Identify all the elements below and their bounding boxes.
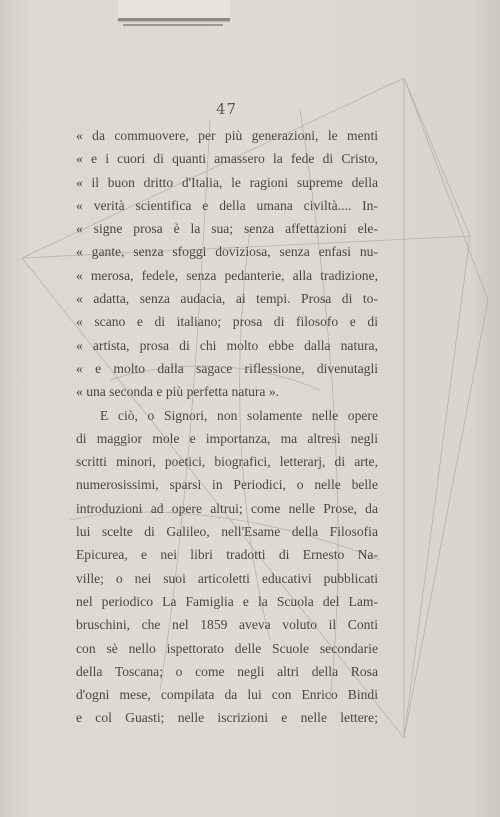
text-line: Epicurea, e nei libri tradotti di Ernesto Na-	[76, 547, 378, 563]
text-line: « verità scientifica e della umana civiltà.... In-	[76, 197, 378, 213]
text-line: lui scelte di Galileo, nell'Esame della Filosofia	[76, 524, 378, 540]
text-line: d'ogni mese, compilata da lui con Enrico Bindi	[76, 687, 378, 703]
text-line: introduzioni ad opere altrui; come nelle Prose, da	[76, 500, 378, 516]
text-line: « adatta, senza audacia, ai tempi. Prosa di to-	[76, 291, 378, 307]
text-line: « da commuovere, per più generazioni, le menti	[76, 128, 378, 143]
text-line: numerosissimi, sparsi in Periodici, o nelle belle	[76, 477, 378, 493]
text-line: « artista, prosa di chi molto ebbe dalla natura,	[76, 337, 378, 353]
text-line: di maggior mole e importanza, ma altresì negli	[76, 430, 378, 446]
text-line: « scano e di italiano; prosa di filosofo e di	[76, 314, 378, 330]
text-line: nel periodico La Famiglia e la Scuola del Lam-	[76, 593, 378, 609]
text-line: con sè nello ispettorato delle Scuole secondarie	[76, 640, 378, 656]
body-text	[76, 124, 378, 730]
text-line: e col Guasti; nelle iscrizioni e nelle lettere;	[76, 710, 378, 726]
text-line: « merosa, fedele, senza pedanterie, alla tradizione,	[76, 267, 378, 283]
text-line: ville; o nei suoi articoletti educativi pubblicati	[76, 570, 378, 586]
text-line: « e molto dalla sagace riflessione, divenutagli	[76, 360, 378, 376]
text-line: scritti minori, poetici, biografici, letterarj, di arte,	[76, 454, 378, 470]
text-line: bruschini, che nel 1859 aveva voluto il Conti	[76, 617, 378, 633]
text-line: « e i cuori di quanti amassero la fede di Cristo,	[76, 151, 378, 167]
text-line: della Toscana; o come negli altri della Rosa	[76, 663, 378, 679]
text-line: « gante, senza sfoggi doviziosa, senza enfasi nu-	[76, 244, 378, 260]
text-line: « una seconda e più perfetta natura ».	[76, 384, 280, 400]
paragraph-first-line: E ciò, o Signori, non solamente nelle opere	[100, 407, 378, 423]
text-line: « il buon dritto d'Italia, le ragioni supreme della	[76, 174, 378, 190]
text-line: « signe prosa è la sua; senza affettazioni ele-	[76, 221, 378, 237]
page-number: 47	[216, 100, 238, 118]
